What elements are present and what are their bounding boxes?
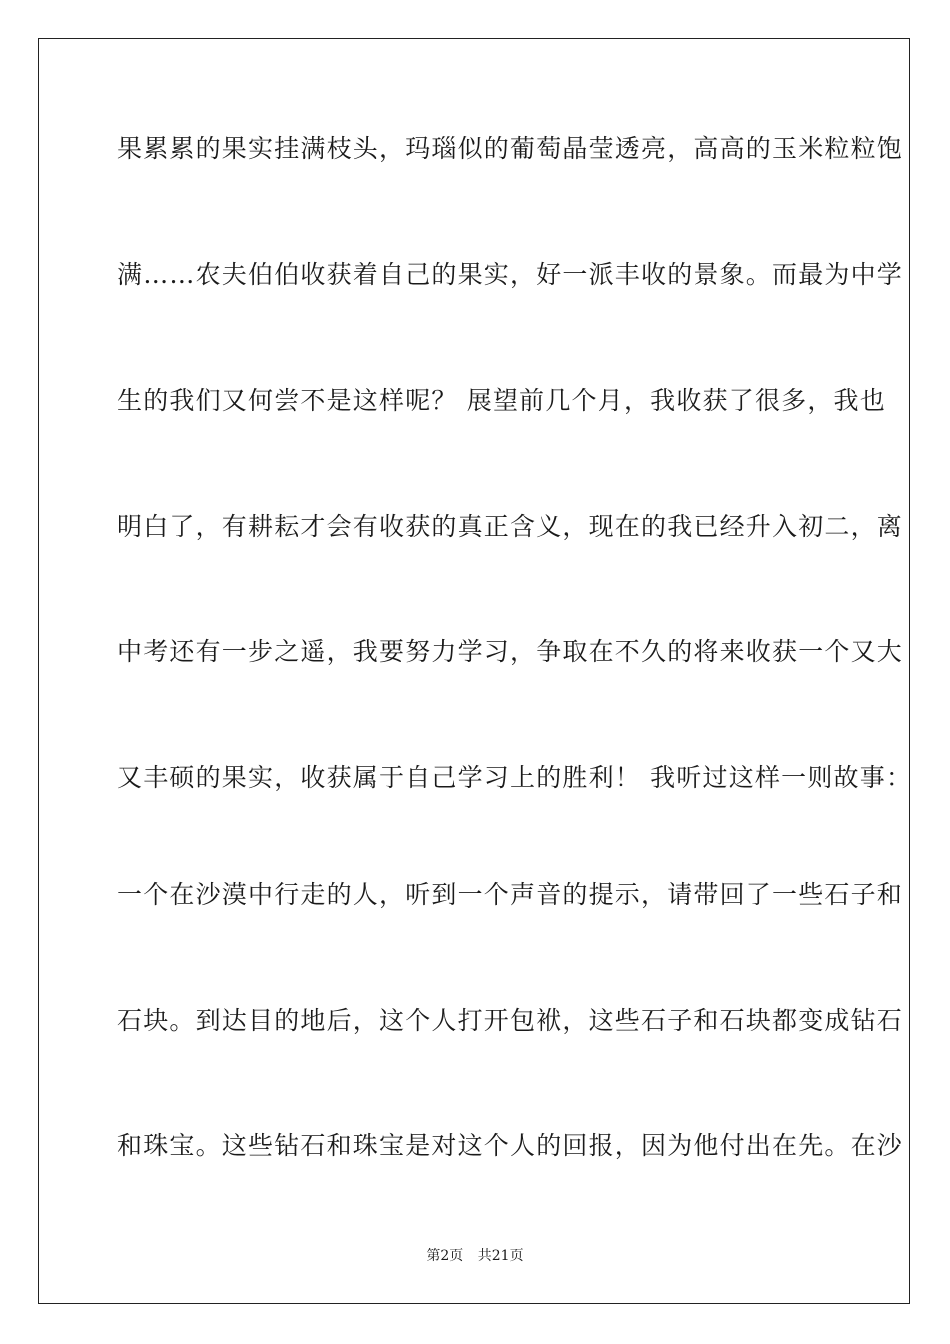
page-footer xyxy=(0,1247,950,1265)
page-border xyxy=(38,38,913,1304)
text-line: 和珠宝。这些钻石和珠宝是对这个人的回报，因为他付出在先。在沙 xyxy=(117,1131,904,1160)
text-line: 石块。到达目的地后，这个人打开包袱，这些石子和石块都变成钻石 xyxy=(117,1006,904,1035)
text-line: 生的我们又何尝不是这样呢？ 展望前几个月，我收获了很多，我也 xyxy=(117,386,886,415)
text-line: 一个在沙漠中行走的人，听到一个声音的提示，请带回了一些石子和 xyxy=(117,880,904,909)
page-number: 第2页 xyxy=(426,1248,464,1264)
text-line: 又丰硕的果实，收获属于自己学习上的胜利！ 我听过这样一则故事： xyxy=(117,763,913,792)
text-line: 明白了，有耕耘才会有收获的真正含义，现在的我已经升入初二，离 xyxy=(117,512,904,541)
text-line: 中考还有一步之遥，我要努力学习，争取在不久的将来收获一个又大 xyxy=(117,637,904,666)
text-line: 满……农夫伯伯收获着自己的果实，好一派丰收的景象。而最为中学 xyxy=(117,260,904,289)
total-pages: 共21页 xyxy=(477,1248,524,1264)
text-line: 果累累的果实挂满枝头，玛瑙似的葡萄晶莹透亮，高高的玉米粒粒饱 xyxy=(117,134,904,163)
